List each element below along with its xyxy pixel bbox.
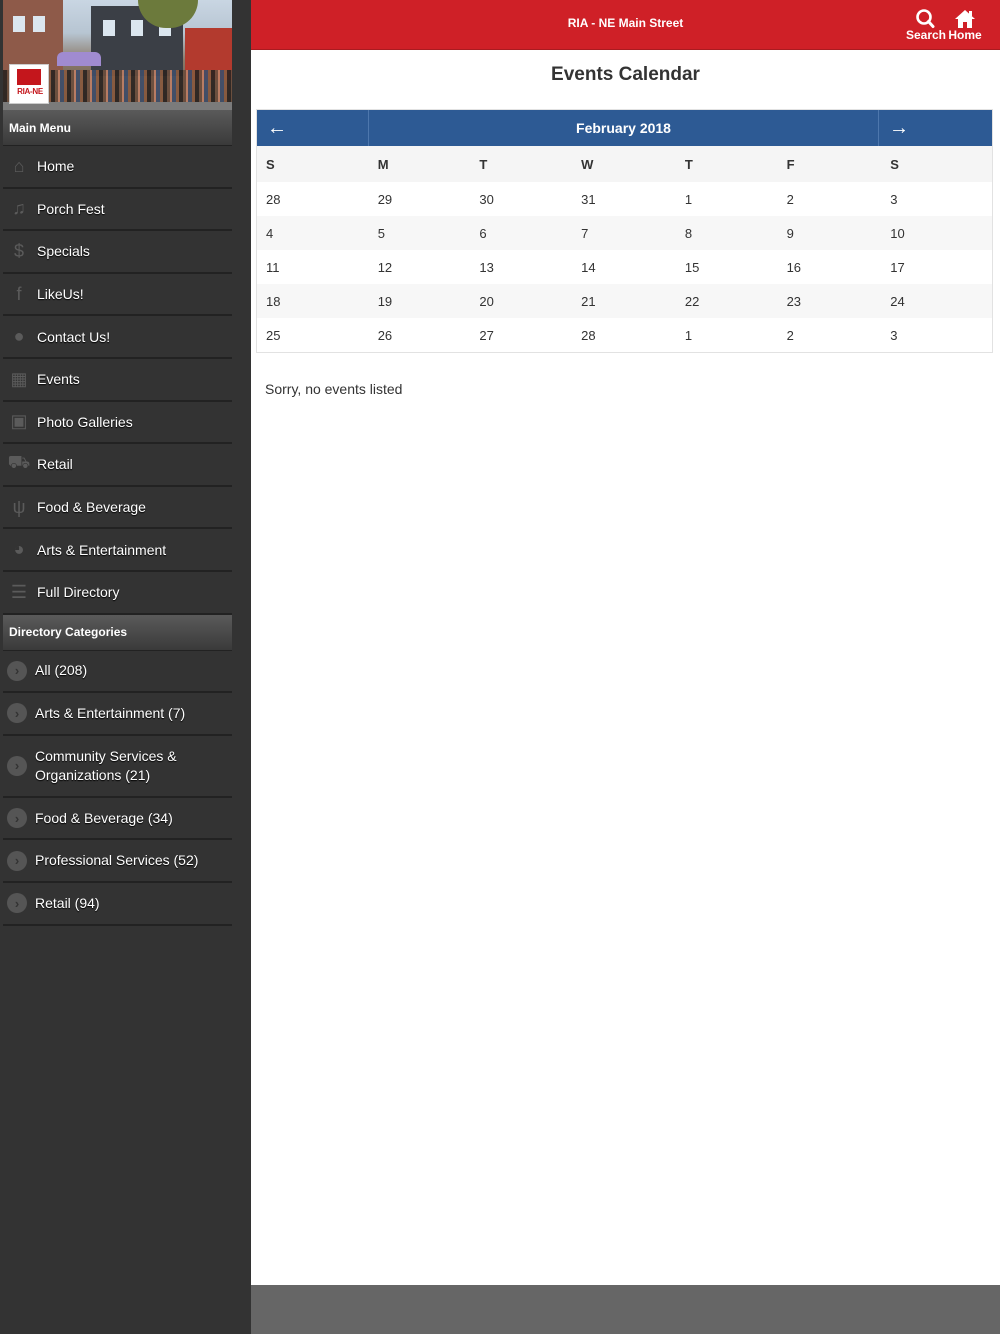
calendar-day[interactable]: 1: [684, 327, 693, 343]
calendar-day[interactable]: 20: [479, 293, 494, 309]
category-item[interactable]: [3, 651, 232, 694]
calendar-day[interactable]: 22: [684, 293, 700, 309]
category-item[interactable]: [3, 840, 232, 883]
facebook-icon: f: [16, 283, 22, 304]
calendar-day[interactable]: 18: [266, 293, 281, 309]
calendar-day[interactable]: 2: [786, 327, 794, 343]
calendar-icon: ▦: [10, 368, 28, 389]
calendar-day[interactable]: 14: [581, 259, 596, 275]
speech-bubble-icon: ●: [13, 326, 25, 347]
calendar-day[interactable]: 4: [266, 225, 274, 241]
calendar-week-row: [257, 182, 992, 216]
calendar-day[interactable]: 21: [581, 293, 596, 309]
menu-item-label: Arts & Entertainment: [37, 541, 167, 558]
calendar-day[interactable]: 3: [890, 191, 898, 207]
calendar-header: [257, 110, 992, 146]
weekday-label: S: [890, 156, 899, 172]
next-month-button[interactable]: →: [878, 110, 992, 146]
menu-item-arts-entertainment[interactable]: [3, 529, 232, 572]
calendar-day[interactable]: 10: [890, 225, 905, 241]
directory-categories: [3, 651, 232, 926]
home-label: Home: [948, 28, 982, 42]
page-title: Events Calendar: [551, 64, 700, 85]
weekday-label: W: [581, 156, 594, 172]
logo-text: RIA-NE: [17, 87, 43, 96]
calendar-day[interactable]: 31: [581, 191, 596, 207]
month-label: February 2018: [576, 120, 671, 136]
events-calendar: [256, 109, 993, 353]
category-label: Retail (94): [35, 894, 100, 911]
menu-item-photo-galleries[interactable]: [3, 402, 232, 445]
menu-item-label: Porch Fest: [37, 200, 105, 217]
calendar-day[interactable]: 2: [786, 191, 794, 207]
main-content: [251, 0, 1000, 1334]
weekday-label: T: [684, 156, 693, 172]
weekday-label: M: [377, 156, 389, 172]
menu-item-label: Home: [37, 158, 75, 175]
calendar-day[interactable]: 25: [266, 327, 281, 343]
menu-item-label: Food & Beverage: [37, 499, 146, 516]
no-events-message: Sorry, no events listed: [265, 381, 403, 397]
top-bar: [251, 0, 1000, 50]
prev-month-button[interactable]: ←: [257, 110, 369, 146]
category-item[interactable]: [3, 883, 232, 926]
menu-item-label: Events: [37, 371, 80, 388]
calendar-day[interactable]: 15: [684, 259, 700, 275]
menu-item-label: Specials: [37, 243, 90, 260]
home-icon: [942, 8, 988, 30]
calendar-day[interactable]: 28: [266, 191, 281, 207]
menu-item-contact-us[interactable]: [3, 316, 232, 359]
arrow-right-circle-icon: ›: [7, 703, 27, 723]
calendar-day[interactable]: 5: [377, 225, 385, 241]
calendar-day[interactable]: 16: [786, 259, 802, 275]
category-label: Community Services & Organizations (21): [35, 747, 177, 783]
calendar-grid: [257, 146, 992, 352]
arrow-right-circle-icon: ›: [7, 851, 27, 871]
calendar-day[interactable]: 9: [786, 225, 794, 241]
menu-item-food-beverage[interactable]: [3, 487, 232, 530]
calendar-day[interactable]: 23: [786, 293, 802, 309]
list-icon: ☰: [10, 581, 28, 602]
calendar-day[interactable]: 26: [377, 327, 393, 343]
home-button[interactable]: [942, 8, 988, 44]
calendar-day[interactable]: 24: [890, 293, 905, 309]
weekday-label: T: [479, 156, 488, 172]
weekday-label: F: [786, 156, 795, 172]
calendar-day[interactable]: 1: [684, 191, 693, 207]
image-icon: ▣: [10, 411, 28, 432]
menu-item-events[interactable]: [3, 359, 232, 402]
ria-ne-logo[interactable]: [9, 64, 49, 104]
weekday-header-row: [257, 146, 992, 182]
calendar-week-row: [257, 318, 992, 352]
calendar-week-row: [257, 250, 992, 284]
palette-icon: ◕: [13, 539, 25, 560]
arrow-right-circle-icon: ›: [7, 808, 27, 828]
calendar-day[interactable]: 13: [479, 259, 494, 275]
arrow-right-circle-icon: ›: [7, 661, 27, 681]
category-label: Professional Services (52): [35, 852, 199, 869]
arrow-right-circle-icon: ›: [7, 756, 27, 776]
utensils-icon: ψ: [12, 496, 26, 517]
calendar-week-row: [257, 284, 992, 318]
calendar-day[interactable]: 27: [479, 327, 494, 343]
house-icon: ⌂: [13, 155, 25, 176]
menu-item-label: Full Directory: [37, 584, 120, 601]
main-menu-heading: Main Menu: [3, 110, 232, 146]
calendar-day[interactable]: 7: [581, 225, 589, 241]
search-label: Search: [905, 28, 947, 42]
music-note-icon: ♫: [12, 198, 26, 219]
menu-item-specials[interactable]: [3, 231, 232, 274]
calendar-day[interactable]: 6: [479, 225, 487, 241]
menu-item-label: LikeUs!: [37, 286, 84, 303]
footer-bar: [251, 1285, 1000, 1334]
sidebar: [0, 0, 251, 1334]
category-label: Arts & Entertainment (7): [35, 704, 186, 721]
menu-item-retail[interactable]: [3, 444, 232, 487]
cart-icon: ⛟: [7, 452, 31, 473]
calendar-day[interactable]: 12: [377, 259, 393, 275]
category-item[interactable]: [3, 693, 232, 736]
calendar-day[interactable]: 19: [377, 293, 393, 309]
menu-item-label: Retail: [37, 456, 73, 473]
calendar-day[interactable]: 8: [684, 225, 693, 241]
menu-item-label: Contact Us!: [37, 328, 111, 345]
menu-item-full-directory[interactable]: [3, 572, 232, 615]
main-menu: [3, 146, 232, 615]
menu-item-home[interactable]: [3, 146, 232, 189]
calendar-day[interactable]: 11: [266, 259, 280, 275]
menu-item-label: Photo Galleries: [37, 413, 133, 430]
hero-photo: [3, 0, 232, 110]
calendar-day[interactable]: 17: [890, 259, 905, 275]
weekday-label: S: [266, 156, 275, 172]
calendar-week-row: [257, 216, 992, 250]
calendar-day[interactable]: 29: [377, 191, 393, 207]
site-title: RIA - NE Main Street: [567, 16, 684, 30]
category-label: All (208): [35, 662, 88, 679]
directory-categories-heading: Directory Categories: [3, 615, 232, 651]
calendar-day[interactable]: 28: [581, 327, 596, 343]
calendar-day[interactable]: 3: [890, 327, 898, 343]
calendar-day[interactable]: 30: [479, 191, 494, 207]
menu-item-porch-fest[interactable]: [3, 189, 232, 232]
category-label: Food & Beverage (34): [35, 809, 173, 826]
category-item[interactable]: [3, 736, 232, 798]
dollar-icon: $: [13, 240, 24, 261]
menu-item-likeus[interactable]: [3, 274, 232, 317]
arrow-right-circle-icon: ›: [7, 893, 27, 913]
category-item[interactable]: [3, 798, 232, 841]
